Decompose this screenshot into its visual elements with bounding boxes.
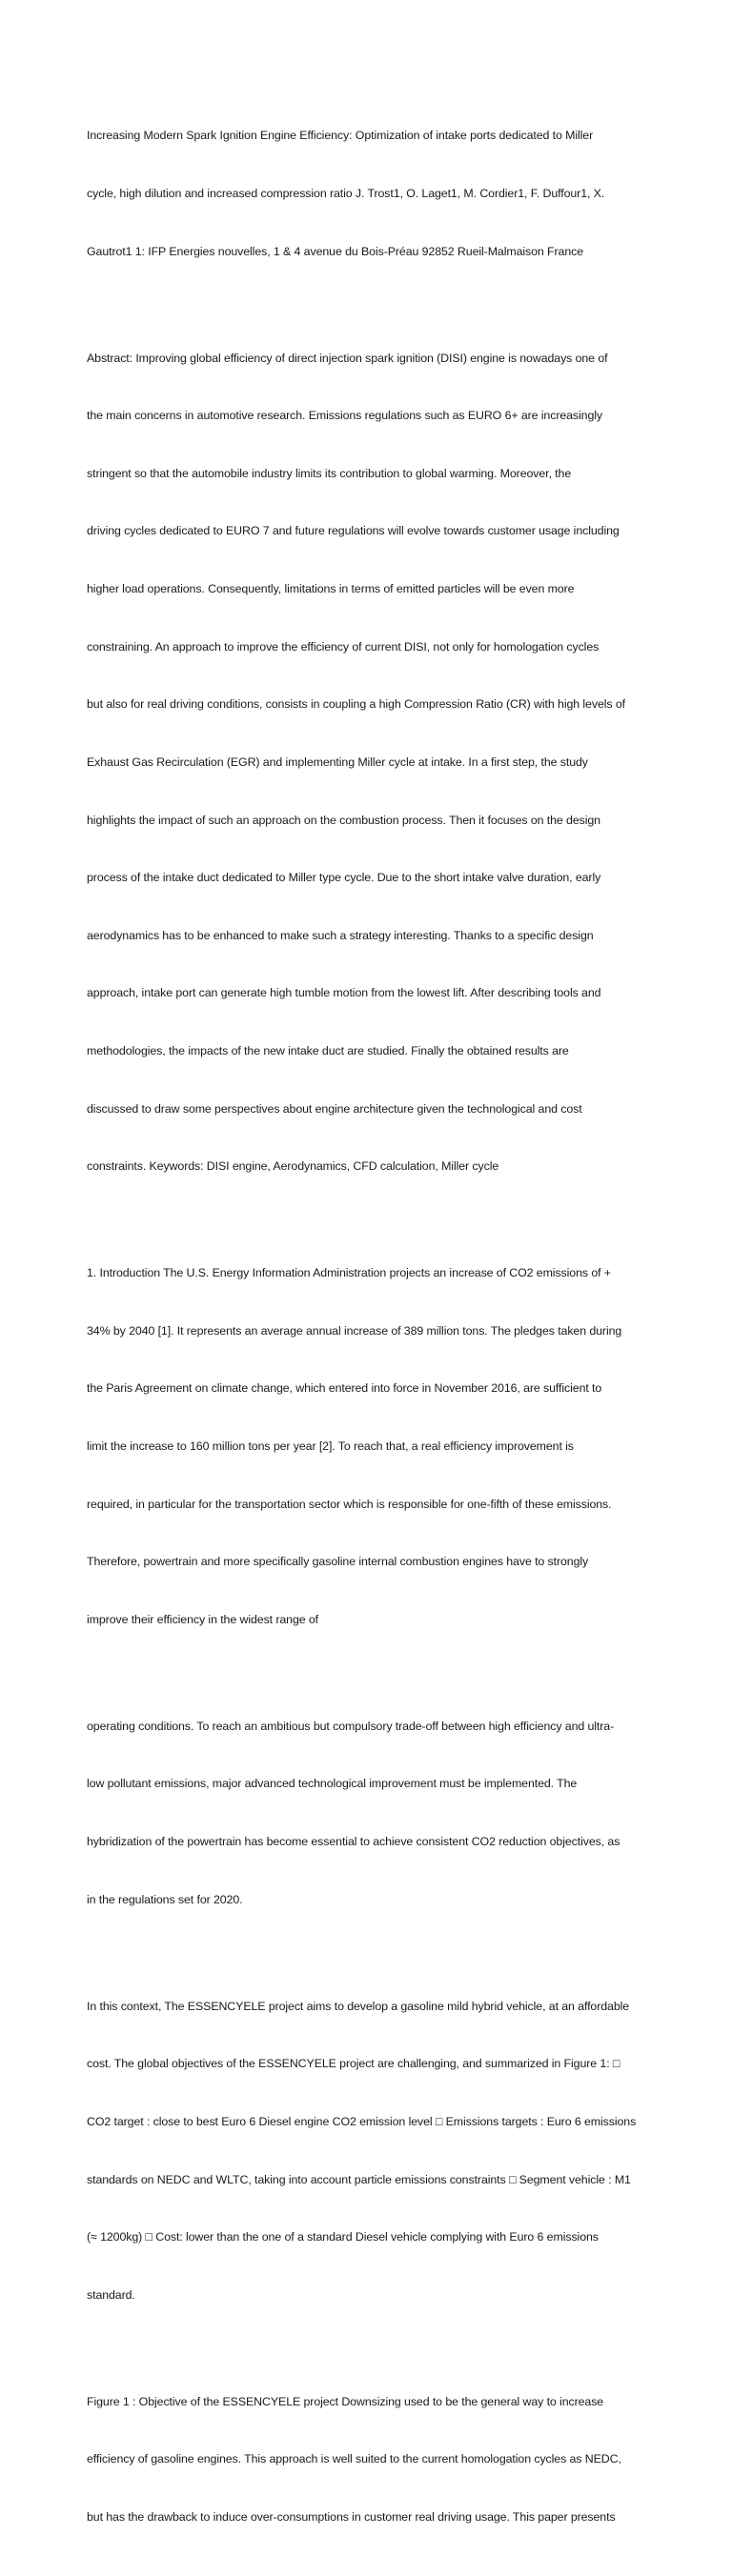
text-line: efficiency of gasoline engines. This approach is well suited to the current homologation cycles as NEDC, [87, 2452, 621, 2466]
text-line: Figure 1 : Objective of the ESSENCYELE project Downsizing used to be the general way to increase [87, 2394, 604, 2408]
title-block [87, 88, 657, 299]
text-line: driving cycles dedicated to EURO 7 and future regulations will evolve towards customer usage including [87, 524, 620, 538]
text-line: standard. [87, 2287, 135, 2302]
text-line: standards on NEDC and WLTC, taking into account particle emissions constraints □ Segment vehicle : M1 [87, 2172, 631, 2186]
text-line: aerodynamics has to be enhanced to make such a strategy interesting. Thanks to a specific design [87, 928, 594, 942]
text-line: approach, intake port can generate high tumble motion from the lowest lift. After describing tools and [87, 986, 601, 1000]
text-line: but also for real driving conditions, consists in coupling a high Compression Ratio (CR) with high levels of [87, 697, 625, 712]
introduction-paragraph [87, 1225, 657, 1668]
text-line: hybridization of the powertrain has become essential to achieve consistent CO2 reduction objectives, as [87, 1835, 620, 1849]
text-line: discussed to draw some perspectives about engine architecture given the technological and cost [87, 1101, 582, 1116]
title-line: Increasing Modern Spark Ignition Engine Efficiency: Optimization of intake ports dedicated to Miller [87, 129, 594, 143]
text-line: but has the drawback to induce over-consumptions in customer real driving usage. This paper presents [87, 2509, 616, 2524]
text-line: limit the increase to 160 million tons per year [2]. To reach that, a real efficiency improvement is [87, 1439, 574, 1454]
title-line: Gautrot1 1: IFP Energies nouvelles, 1 & 4 avenue du Bois-Préau 92852 Rueil-Malmaison France [87, 244, 584, 258]
operating-paragraph [87, 1678, 657, 1947]
text-line: Therefore, powertrain and more specifically gasoline internal combustion engines have to strongly [87, 1555, 589, 1569]
text-line: (≈ 1200kg) □ Cost: lower than the one of a standard Diesel vehicle complying with Euro 6 emissions [87, 2230, 599, 2244]
text-line: constraints. Keywords: DISI engine, Aerodynamics, CFD calculation, Miller cycle [87, 1159, 499, 1174]
text-line: process of the intake duct dedicated to Miller type cycle. Due to the short intake valve duration, early [87, 871, 601, 885]
text-line: stringent so that the automobile industry limits its contribution to global warming. Moreover, the [87, 466, 572, 480]
text-line: constraining. An approach to improve the efficiency of current DISI, not only for homologation cycles [87, 639, 600, 654]
text-line: in the regulations set for 2020. [87, 1892, 243, 1906]
title-line: cycle, high dilution and increased compression ratio J. Trost1, O. Laget1, M. Cordier1, F. Duffour1, X. [87, 187, 605, 201]
abstract-paragraph [87, 310, 657, 1215]
text-line: higher load operations. Consequently, limitations in terms of emitted particles will be even more [87, 582, 575, 596]
text-line: Abstract: Improving global efficiency of direct injection spark ignition (DISI) engine is nowadays one of [87, 351, 608, 365]
text-line: improve their efficiency in the widest range of [87, 1612, 319, 1626]
text-line: methodologies, the impacts of the new intake duct are studied. Finally the obtained results are [87, 1043, 569, 1057]
text-line: operating conditions. To reach an ambitious but compulsory trade-off between high efficiency and ultra- [87, 1719, 615, 1733]
text-line: In this context, The ESSENCYELE project aims to develop a gasoline mild hybrid vehicle, at an affordable [87, 1999, 630, 2013]
text-line: CO2 target : close to best Euro 6 Diesel engine CO2 emission level □ Emissions targets : Euro 6 emissions [87, 2114, 637, 2128]
text-line: 1. Introduction The U.S. Energy Information Administration projects an increase of CO2 emissions of + [87, 1266, 611, 1280]
text-line: required, in particular for the transportation sector which is responsible for one-fifth of these emissions. [87, 1497, 612, 1511]
text-line: Exhaust Gas Recirculation (EGR) and implementing Miller cycle at intake. In a first step, the study [87, 755, 588, 769]
text-line: 34% by 2040 [1]. It represents an average annual increase of 389 million tons. The pledges taken during [87, 1323, 622, 1338]
text-line: highlights the impact of such an approach on the combustion process. Then it focuses on the design [87, 813, 600, 827]
document-page [87, 88, 657, 2576]
text-line: the Paris Agreement on climate change, which entered into force in November 2016, are sufficient to [87, 1381, 602, 1396]
text-line: cost. The global objectives of the ESSENCYELE project are challenging, and summarized in Figure 1: □ [87, 2057, 620, 2071]
context-paragraph [87, 1958, 657, 2343]
text-line: the main concerns in automotive research. Emissions regulations such as EURO 6+ are increasingly [87, 409, 603, 423]
text-line: low pollutant emissions, major advanced technological improvement must be implemented. The [87, 1777, 578, 1791]
figure-caption-paragraph [87, 2353, 657, 2565]
